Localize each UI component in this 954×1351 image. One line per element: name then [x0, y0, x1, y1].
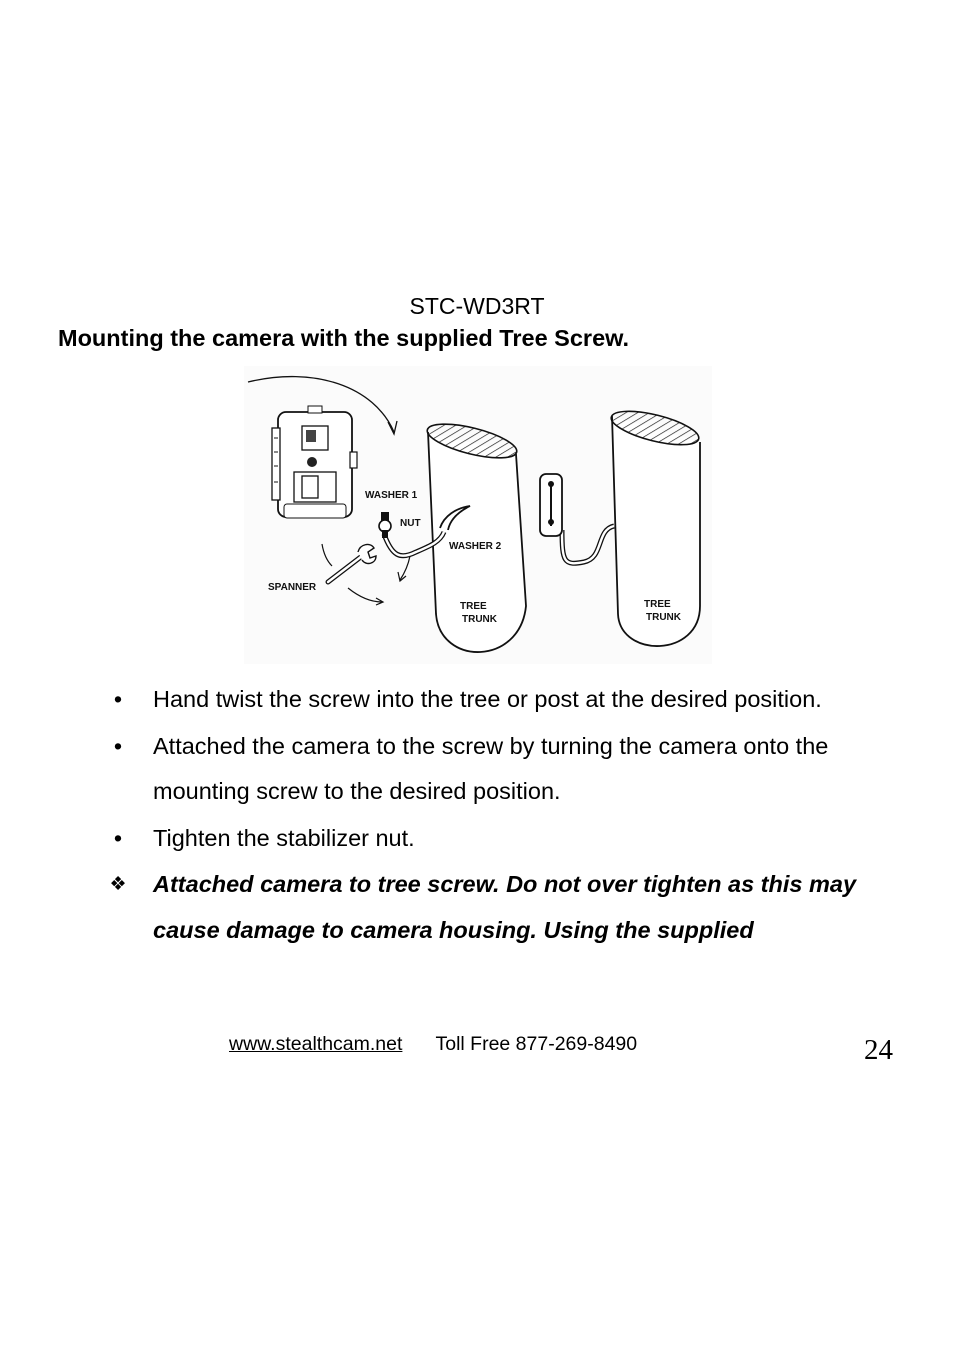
trunk2-label-line2: TRUNK	[646, 612, 681, 623]
mounting-diagram	[244, 366, 712, 664]
trunk1-label-line1: TREE	[460, 601, 487, 612]
website-link[interactable]: www.stealthcam.net	[229, 1033, 403, 1055]
model-name: STC-WD3RT	[409, 293, 545, 319]
page-number: 24	[864, 1034, 893, 1066]
list-item	[0, 816, 954, 862]
bullet-icon: •	[113, 686, 123, 712]
nut-label: NUT	[400, 518, 421, 529]
bullet-icon: •	[113, 824, 123, 851]
list-item	[0, 677, 954, 723]
diamond-bullet-icon: ❖	[109, 874, 127, 895]
instruction-list	[0, 677, 954, 954]
washer2-label: WASHER 2	[449, 541, 502, 552]
list-item-text: Tighten the stabilizer nut.	[153, 824, 415, 851]
bullet-icon: •	[113, 732, 123, 759]
trunk2-label-line1: TREE	[644, 599, 671, 610]
mounting-illustration	[244, 366, 712, 664]
page-footer	[229, 1031, 637, 1057]
section-heading: Mounting the camera with the supplied Tree Screw.	[58, 325, 630, 351]
trunk1-label-line2: TRUNK	[462, 614, 497, 625]
spanner-label: SPANNER	[268, 582, 317, 593]
warning-item	[0, 862, 954, 953]
toll-free-number: Toll Free 877-269-8490	[435, 1033, 638, 1055]
warning-text: Attached camera to tree screw. Do not over tighten as this may cause damage to camera housing. Using the supplied	[153, 871, 857, 943]
list-item-text: Hand twist the screw into the tree or post at the desired position.	[153, 686, 822, 712]
washer1-label: WASHER 1	[365, 490, 418, 501]
list-item	[0, 724, 954, 815]
camera-icon	[272, 406, 357, 518]
list-item-text: Attached the camera to the screw by turning the camera onto the mounting screw to the desired position.	[153, 732, 829, 804]
